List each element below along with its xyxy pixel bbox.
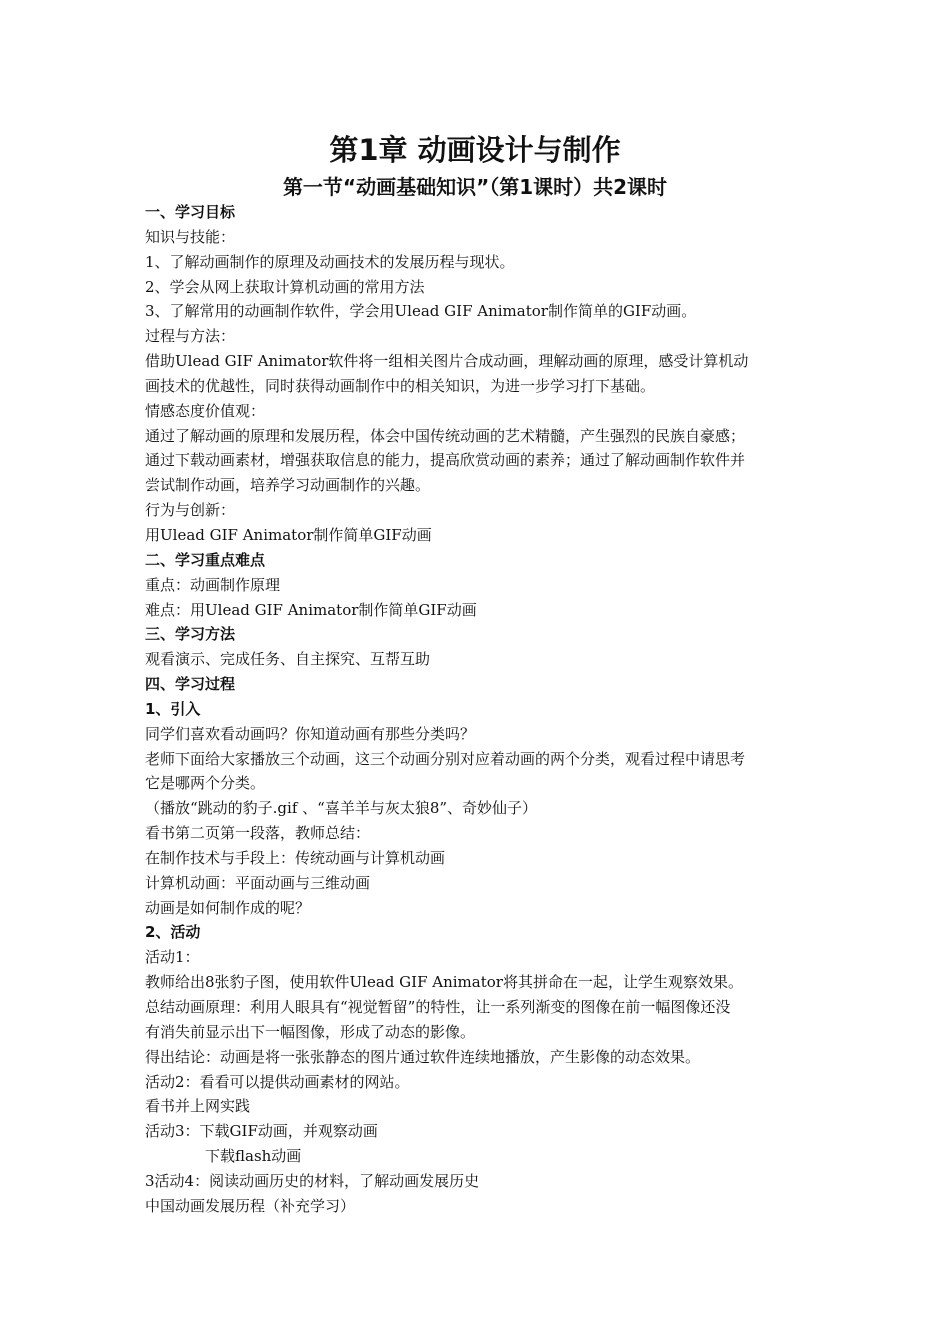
goal-item-1: 1、了解动画制作的原理及动画技术的发展历程与现状。 (145, 252, 515, 271)
label-process-method: 过程与方法： (145, 327, 236, 346)
difficult-point-line: 难点：用Ulead GIF Animator制作简单GIF动画 (145, 600, 477, 619)
label-knowledge-skills: 知识与技能： (145, 227, 236, 246)
paragraph-line: 尝试制作动画，培养学习动画制作的兴趣。 (145, 476, 431, 495)
heading-learning-goals: 一、学习目标 (145, 203, 236, 221)
heading-learning-process: 四、学习过程 (145, 675, 236, 694)
activity-label: 3活动4：阅读动画历史的材料，了解动画发展历史 (145, 1171, 480, 1190)
label-behavior-innovation: 行为与创新： (145, 501, 236, 520)
subheading-activities: 2、活动 (145, 923, 201, 942)
paragraph-line: 总结动画原理：利用人眼具有“视觉暂留”的特性，让一系列渐变的图像在前一幅图像还没 (145, 998, 731, 1016)
paragraph-line: 动画是如何制作成的呢？ (145, 898, 311, 917)
paragraph-line: 得出结论：动画是将一张张静态的图片通过软件连续地播放，产生影像的动态效果。 (145, 1047, 701, 1066)
heading-learning-methods: 三、学习方法 (145, 625, 236, 644)
key-point-line: 重点：动画制作原理 (145, 575, 281, 594)
paragraph-line: 通过了解动画的原理和发展历程，体会中国传统动画的艺术精髓，产生强烈的民族自豪感； (145, 426, 746, 445)
paragraph-line: 有消失前显示出下一幅图像，形成了动态的影像。 (145, 1022, 476, 1041)
paragraph-line: 用Ulead GIF Animator制作简单GIF动画 (145, 525, 432, 544)
paragraph-line: 计算机动画：平面动画与三维动画 (145, 873, 371, 892)
activity-label: 活动1： (145, 948, 200, 967)
paragraph-line: 同学们喜欢看动画吗？你知道动画有那些分类吗？ (145, 724, 476, 743)
section-title: 第一节“动画基础知识”（第1课时）共2课时 (282, 175, 668, 199)
paragraph-line: 中国动画发展历程（补充学习） (145, 1196, 356, 1215)
paragraph-line: 下载flash动画 (205, 1147, 302, 1166)
document-body (145, 200, 813, 1219)
paragraph-line: 它是哪两个分类。 (145, 774, 266, 793)
paragraph-line: 画技术的优越性，同时获得动画制作中的相关知识，为进一步学习打下基础。 (145, 376, 656, 395)
paragraph-line: 借助Ulead GIF Animator软件将一组相关图片合成动画，理解动画的原理，感受计算机动 (145, 352, 749, 371)
heading-key-points: 二、学习重点难点 (145, 550, 266, 569)
paragraph-line: 观看演示、完成任务、自主探究、互帮互助 (145, 650, 431, 669)
goal-item-3: 3、了解常用的动画制作软件，学会用Ulead GIF Animator制作简单的GIF动画。 (145, 302, 697, 321)
subheading-introduction: 1、引入 (145, 699, 201, 718)
paragraph-line: （播放“跳动的豹子.gif 、“喜羊羊与灰太狼8”、奇妙仙子） (145, 799, 538, 818)
label-attitude-values: 情感态度价值观： (145, 401, 266, 420)
activity-label: 活动3：下载GIF动画，并观察动画 (145, 1122, 378, 1141)
paragraph-line: 教师给出8张豹子图，使用软件Ulead GIF Animator将其拼命在一起，让学生观察效果。 (145, 973, 743, 992)
goal-item-2: 2、学会从网上获取计算机动画的常用方法 (145, 277, 425, 296)
paragraph-line: 看书并上网实践 (145, 1097, 251, 1116)
paragraph-line: 通过下载动画素材，增强获取信息的能力，提高欣赏动画的素养；通过了解动画制作软件并 (145, 451, 746, 470)
chapter-title: 第1章 动画设计与制作 (329, 133, 621, 167)
paragraph-line: 在制作技术与手段上：传统动画与计算机动画 (145, 848, 446, 867)
paragraph-line: 老师下面给大家播放三个动画，这三个动画分别对应着动画的两个分类，观看过程中请思考 (145, 749, 746, 768)
paragraph-line: 看书第二页第一段落，教师总结： (145, 824, 371, 843)
activity-label: 活动2：看看可以提供动画素材的网站。 (145, 1072, 410, 1091)
